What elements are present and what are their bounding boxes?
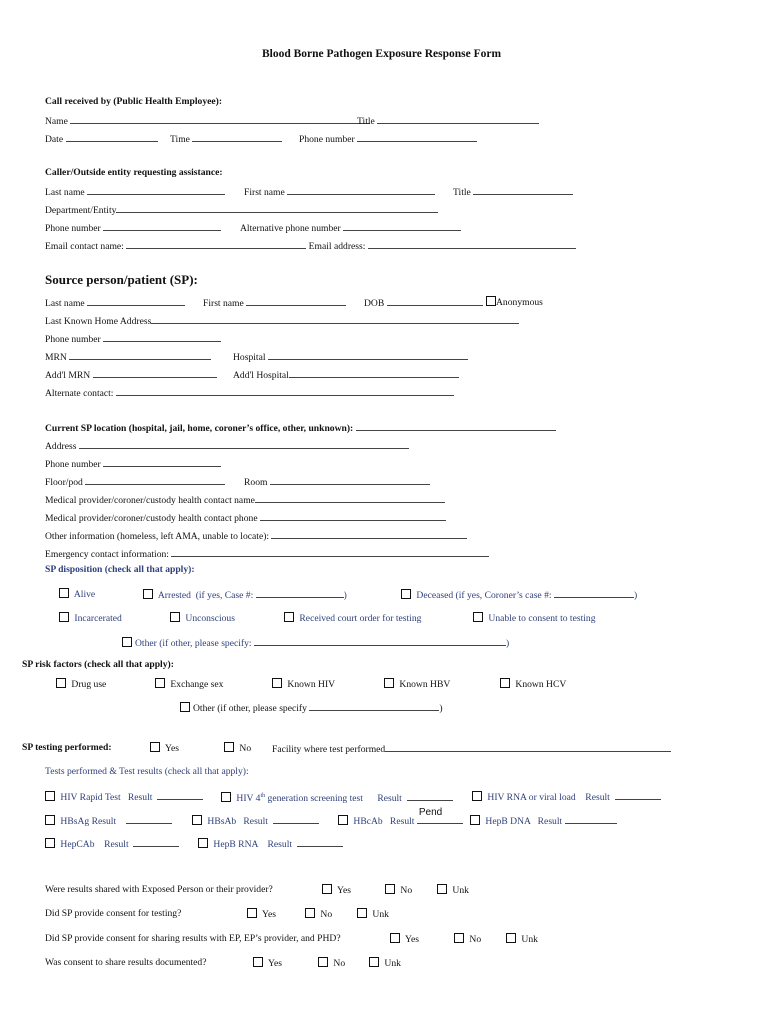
- other-info-label: Other information (homeless, left AMA, unable to locate):: [45, 531, 270, 542]
- hepcab-option: [45, 837, 179, 851]
- q1-unk-checkbox[interactable]: [437, 884, 447, 894]
- home-address-label: Last Known Home Address: [45, 316, 152, 327]
- drug-use-checkbox[interactable]: [56, 678, 66, 688]
- q4-no-checkbox[interactable]: [318, 957, 328, 967]
- source-heading: Source person/patient (SP):: [45, 272, 198, 287]
- addl-hospital-label: Add'l Hospital: [233, 370, 289, 381]
- result-label: Result: [537, 816, 563, 827]
- q2-yes-option: [247, 908, 276, 921]
- known-hbv-label: Known HBV: [399, 679, 451, 690]
- phone-field[interactable]: [103, 221, 221, 231]
- sp-addl-mrn-row: [45, 368, 217, 382]
- first-name-label: First name: [203, 298, 244, 309]
- hiv-rapid-label: HIV Rapid Test: [60, 792, 121, 803]
- yes-label: Yes: [262, 909, 277, 920]
- department-field[interactable]: [116, 203, 438, 213]
- hbcab-option: [338, 807, 463, 828]
- addl-hospital-field[interactable]: [289, 368, 459, 378]
- addl-mrn-field[interactable]: [93, 368, 217, 378]
- result-label: Result: [389, 816, 415, 827]
- risk-heading: SP risk factors (check all that apply):: [22, 659, 174, 670]
- testing-no-option: [224, 742, 251, 755]
- alive-option: [59, 588, 95, 601]
- hiv-rapid-result-field[interactable]: [157, 790, 203, 800]
- call-time-row: [170, 132, 282, 146]
- hepb-dna-option: [470, 814, 617, 828]
- hbv-option: [384, 678, 450, 691]
- home-address-field[interactable]: [151, 314, 519, 324]
- no-label: No: [469, 934, 482, 945]
- loc-floor-row: [45, 475, 225, 489]
- testing-no-checkbox[interactable]: [224, 742, 234, 752]
- hiv-rna-result-field[interactable]: [615, 790, 661, 800]
- known-hiv-label: Known HIV: [287, 679, 336, 690]
- unable-consent-option: [473, 612, 596, 625]
- caller-last-row: [45, 185, 225, 199]
- deceased-checkbox[interactable]: [401, 589, 411, 599]
- drug-use-label: Drug use: [71, 679, 107, 690]
- q4-unk-option: [369, 957, 401, 970]
- other-label: Other (if other, please specify:: [135, 638, 252, 649]
- hospital-field[interactable]: [268, 350, 468, 360]
- sp-address-row: [45, 314, 519, 328]
- hbcab-result-field[interactable]: [417, 807, 463, 824]
- hbsab-option: [192, 814, 319, 828]
- hiv-rna-option: [472, 790, 661, 804]
- q3-yes-checkbox[interactable]: [390, 933, 400, 943]
- q1-unk-option: [437, 884, 469, 897]
- address-field[interactable]: [79, 439, 409, 449]
- dob-label: DOB: [364, 298, 385, 309]
- location-heading: Current SP location (hospital, jail, home, coroner’s office, other, unknown):: [45, 423, 354, 434]
- sp-alt-contact-row: [45, 386, 454, 400]
- alive-checkbox[interactable]: [59, 588, 69, 598]
- known-hbv-checkbox[interactable]: [384, 678, 394, 688]
- q3-no-checkbox[interactable]: [454, 933, 464, 943]
- sp-phone-row: [45, 332, 221, 346]
- hepb-rna-label: HepB RNA: [213, 839, 258, 850]
- alternate-contact-label: Alternate contact:: [45, 388, 114, 399]
- phone-field[interactable]: [357, 132, 477, 142]
- q3-unk-checkbox[interactable]: [506, 933, 516, 943]
- court-order-label: Received court order for testing: [299, 613, 422, 624]
- result-label: Result: [127, 792, 153, 803]
- provider-phone-field[interactable]: [260, 511, 446, 521]
- call-received-heading: Call received by (Public Health Employee):: [45, 96, 223, 107]
- question-1: Were results shared with Exposed Person or their provider?: [45, 884, 273, 895]
- unconscious-option: [170, 612, 235, 625]
- coroner-case-field[interactable]: [554, 588, 634, 598]
- yes-label: Yes: [405, 934, 420, 945]
- q3-yes-option: [390, 933, 419, 946]
- sex-option: [155, 678, 223, 691]
- emergency-label: Emergency contact information:: [45, 549, 169, 560]
- hepb-dna-label: HepB DNA: [485, 816, 531, 827]
- result-label: Result: [267, 839, 293, 850]
- date-field[interactable]: [66, 132, 158, 142]
- deceased-option: Deceased (if yes, Coroner’s case #: ): [401, 588, 637, 602]
- sp-hospital-row: [233, 350, 468, 364]
- court-order-checkbox[interactable]: [284, 612, 294, 622]
- dob-field[interactable]: [387, 296, 483, 306]
- provider-phone-label: Medical provider/coroner/custody health contact phone: [45, 513, 258, 524]
- arrested-label: Arrested (if yes, Case #:: [157, 590, 254, 601]
- other-info-field[interactable]: [271, 529, 467, 539]
- unk-label: Unk: [521, 934, 538, 945]
- no-label: No: [333, 958, 346, 969]
- room-field[interactable]: [270, 475, 430, 485]
- sp-addl-hospital-row: [233, 368, 459, 382]
- alt-phone-field[interactable]: [343, 221, 461, 231]
- q2-unk-option: [357, 908, 389, 921]
- testing-yes-option: [150, 742, 179, 755]
- unconscious-checkbox[interactable]: [170, 612, 180, 622]
- no-label: No: [320, 909, 333, 920]
- disposition-heading: SP disposition (check all that apply):: [45, 564, 195, 575]
- question-2: Did SP provide consent for testing?: [45, 908, 182, 919]
- phone-label: Phone number: [45, 223, 101, 234]
- other-option: Other (if other, please specify: ): [122, 636, 509, 650]
- caller-first-row: [244, 185, 435, 199]
- risk-other-checkbox[interactable]: [180, 702, 190, 712]
- q2-no-option: [305, 908, 332, 921]
- q3-no-option: [454, 933, 481, 946]
- hiv-4th-checkbox[interactable]: [221, 792, 231, 802]
- hbsab-result-field[interactable]: [273, 814, 319, 824]
- hbsab-label: HBsAb: [207, 816, 237, 827]
- yes-label: Yes: [268, 958, 283, 969]
- alive-label: Alive: [73, 589, 96, 600]
- tests-heading: Tests performed & Test results (check all that apply):: [45, 766, 249, 777]
- no-label: No: [400, 885, 413, 896]
- hiv-4th-label-rest: generation screening test: [265, 793, 363, 805]
- deceased-label: Deceased (if yes, Coroner’s case #:: [416, 590, 552, 601]
- phone-label: Phone number: [45, 334, 101, 345]
- anonymous-checkbox[interactable]: [486, 296, 496, 306]
- call-title-row: [357, 114, 539, 128]
- question-4: Was consent to share results documented?: [45, 957, 207, 968]
- emergency-field[interactable]: [171, 547, 489, 557]
- hospital-label: Hospital: [233, 352, 266, 363]
- email-address-field[interactable]: [368, 239, 576, 249]
- email-contact-field[interactable]: [126, 239, 306, 249]
- call-name-row: [45, 114, 370, 128]
- risk-other-option: Other (if other, please specify ): [180, 701, 443, 715]
- first-name-field[interactable]: [287, 185, 435, 195]
- mrn-field[interactable]: [69, 350, 211, 360]
- hiv-rna-checkbox[interactable]: [472, 791, 482, 801]
- q4-yes-option: [253, 957, 282, 970]
- hiv-rapid-option: [45, 790, 203, 804]
- incarcerated-label: Incarcerated: [74, 613, 122, 624]
- phone-label: Phone number: [45, 459, 101, 470]
- provider-name-label: Medical provider/coroner/custody health contact name: [45, 495, 255, 506]
- last-name-label: Last name: [45, 298, 85, 309]
- incarcerated-checkbox[interactable]: [59, 612, 69, 622]
- q2-unk-checkbox[interactable]: [357, 908, 367, 918]
- hbsag-option: [45, 814, 172, 828]
- incarcerated-option: [59, 612, 122, 625]
- facility-field[interactable]: [385, 742, 671, 752]
- yes-label: Yes: [337, 885, 352, 896]
- drug-option: [56, 678, 106, 691]
- hiv-4th-option: [221, 790, 453, 805]
- unk-label: Unk: [372, 909, 389, 920]
- hiv-rapid-checkbox[interactable]: [45, 791, 55, 801]
- hiv-4th-result-field[interactable]: [407, 791, 453, 801]
- hbsag-checkbox[interactable]: [45, 815, 55, 825]
- exchange-sex-checkbox[interactable]: [155, 678, 165, 688]
- q4-unk-checkbox[interactable]: [369, 957, 379, 967]
- loc-provider-name-row: [45, 493, 445, 507]
- sp-anonymous-row: [486, 296, 543, 309]
- email-contact-label: Email contact name:: [45, 241, 124, 252]
- known-hcv-label: Known HCV: [515, 679, 567, 690]
- room-label: Room: [244, 477, 268, 488]
- hiv-4th-label: HIV 4: [236, 793, 261, 805]
- loc-emergency-row: [45, 547, 489, 561]
- hbcab-checkbox[interactable]: [338, 815, 348, 825]
- hiv-rna-label: HIV RNA or viral load: [487, 792, 576, 803]
- hepb-dna-result-field[interactable]: [565, 814, 617, 824]
- sp-mrn-row: [45, 350, 211, 364]
- no-label: No: [239, 743, 252, 754]
- phone-field[interactable]: [103, 332, 221, 342]
- hcv-option: [500, 678, 566, 691]
- loc-address-row: [45, 439, 409, 453]
- result-label: Result: [104, 839, 129, 850]
- loc-room-row: [244, 475, 430, 489]
- call-date-row: [45, 132, 158, 146]
- testing-heading: SP testing performed:: [22, 742, 112, 753]
- hiv-option: [272, 678, 335, 691]
- alt-phone-label: Alternative phone number: [240, 223, 341, 234]
- first-name-field[interactable]: [246, 296, 346, 306]
- floor-label: Floor/pod: [45, 477, 83, 488]
- question-3: Did SP provide consent for sharing results with EP, EP’s provider, and PHD?: [45, 933, 341, 944]
- hbcab-label: HBcAb: [353, 816, 383, 827]
- sp-last-row: [45, 296, 185, 310]
- mrn-label: MRN: [45, 352, 67, 363]
- unable-consent-checkbox[interactable]: [473, 612, 483, 622]
- sp-dob-row: [364, 296, 483, 310]
- testing-yes-checkbox[interactable]: [150, 742, 160, 752]
- phone-field[interactable]: [103, 457, 221, 467]
- unconscious-label: Unconscious: [185, 613, 235, 624]
- case-number-field[interactable]: [256, 588, 344, 598]
- provider-name-field[interactable]: [255, 493, 445, 503]
- hbsab-checkbox[interactable]: [192, 815, 202, 825]
- q2-yes-checkbox[interactable]: [247, 908, 257, 918]
- risk-other-field[interactable]: [309, 701, 439, 711]
- time-label: Time: [170, 134, 190, 145]
- result-label: Result: [377, 793, 402, 805]
- known-hcv-checkbox[interactable]: [500, 678, 510, 688]
- facility-row: [272, 742, 671, 756]
- hbsag-result-field[interactable]: [126, 814, 172, 824]
- q1-no-option: [385, 884, 412, 897]
- phone-label: Phone number: [299, 134, 355, 145]
- loc-other-row: [45, 529, 467, 543]
- caller-dept-row: [45, 203, 438, 217]
- form-title: Blood Borne Pathogen Exposure Response Form: [262, 48, 502, 60]
- last-name-field[interactable]: [87, 296, 185, 306]
- alternate-contact-field[interactable]: [116, 386, 454, 396]
- risk-other-label: Other (if other, please specify: [193, 703, 307, 714]
- hiv-4th-superscript: th: [260, 793, 266, 799]
- hepb-rna-checkbox[interactable]: [198, 838, 208, 848]
- q1-yes-checkbox[interactable]: [322, 884, 332, 894]
- sp-first-row: [203, 296, 346, 310]
- floor-field[interactable]: [85, 475, 225, 485]
- result-label: Result: [585, 792, 610, 803]
- q1-yes-option: [322, 884, 351, 897]
- title-field[interactable]: [473, 185, 573, 195]
- hepcab-checkbox[interactable]: [45, 838, 55, 848]
- caller-alt-phone-row: [240, 221, 461, 235]
- result-label: Result: [243, 816, 268, 827]
- unable-consent-label: Unable to consent to testing: [488, 613, 596, 624]
- anonymous-label: Anonymous: [496, 297, 543, 308]
- yes-label: Yes: [165, 743, 180, 754]
- first-name-label: First name: [244, 187, 285, 198]
- q3-unk-option: [506, 933, 538, 946]
- last-name-field[interactable]: [87, 185, 225, 195]
- caller-email-row: [45, 239, 576, 253]
- arrested-option: Arrested (if yes, Case #: ): [143, 588, 347, 602]
- known-hiv-checkbox[interactable]: [272, 678, 282, 688]
- name-label: Name: [45, 116, 68, 127]
- date-label: Date: [45, 134, 64, 145]
- q1-no-checkbox[interactable]: [385, 884, 395, 894]
- loc-provider-phone-row: [45, 511, 446, 525]
- title-label: Title: [357, 116, 375, 127]
- hepcab-label: HepCAb: [60, 839, 95, 850]
- hbcab-result-value: Pend: [418, 807, 443, 818]
- q2-no-checkbox[interactable]: [305, 908, 315, 918]
- caller-heading: Caller/Outside entity requesting assistance:: [45, 167, 223, 178]
- hbsag-label: HBsAg Result: [60, 816, 117, 827]
- caller-title-row: [453, 185, 573, 199]
- email-address-label: Email address:: [308, 241, 366, 252]
- location-row: [45, 421, 556, 435]
- caller-phone-row: [45, 221, 221, 235]
- department-label: Department/Entity: [45, 205, 117, 216]
- hepcab-result-field[interactable]: [133, 837, 179, 847]
- time-field[interactable]: [192, 132, 282, 142]
- hepb-rna-option: [198, 837, 343, 851]
- hepb-rna-result-field[interactable]: [297, 837, 343, 847]
- loc-phone-row: [45, 457, 221, 471]
- hepb-dna-checkbox[interactable]: [470, 815, 480, 825]
- other-specify-field[interactable]: [254, 636, 506, 646]
- q4-yes-checkbox[interactable]: [253, 957, 263, 967]
- arrested-checkbox[interactable]: [143, 589, 153, 599]
- q4-no-option: [318, 957, 345, 970]
- unk-label: Unk: [452, 885, 469, 896]
- facility-label: Facility where test performed: [272, 744, 386, 755]
- addl-mrn-label: Add'l MRN: [45, 370, 91, 381]
- unk-label: Unk: [384, 958, 401, 969]
- location-field[interactable]: [356, 421, 556, 431]
- other-checkbox[interactable]: [122, 637, 132, 647]
- call-phone-row: [299, 132, 477, 146]
- title-label: Title: [453, 187, 471, 198]
- title-field[interactable]: [377, 114, 539, 124]
- name-field[interactable]: [70, 114, 370, 124]
- court-order-option: [284, 612, 421, 625]
- address-label: Address: [45, 441, 77, 452]
- last-name-label: Last name: [45, 187, 85, 198]
- exchange-sex-label: Exchange sex: [170, 679, 224, 690]
